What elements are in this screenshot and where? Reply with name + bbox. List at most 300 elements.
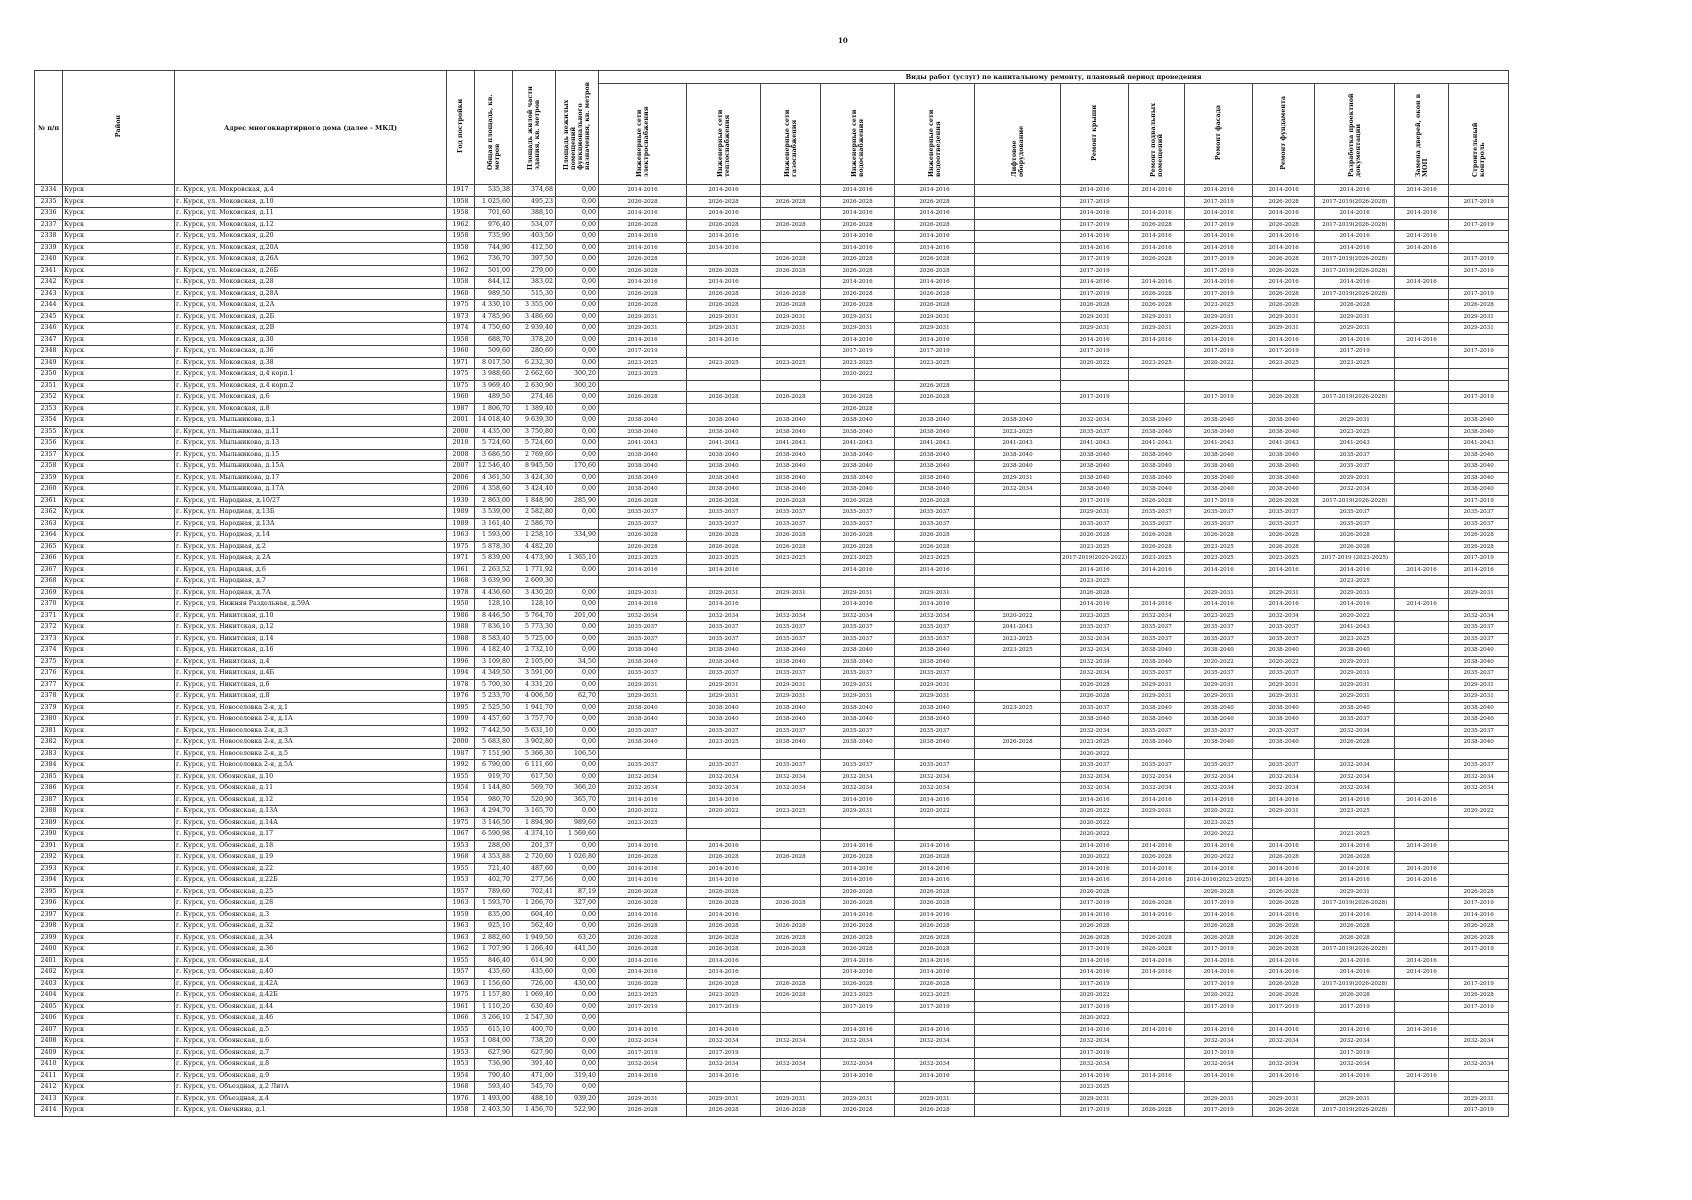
- cell-row-number: 2397: [35, 909, 63, 921]
- cell-work-period: 2017-2019: [1061, 944, 1129, 956]
- cell-work-period: 2032-2034: [1061, 415, 1129, 427]
- cell-district: Курск: [63, 725, 175, 737]
- cell-work-period: [761, 346, 821, 358]
- cell-total-area: 1 493,00: [475, 1093, 513, 1105]
- cell-work-period: 2038-2040: [761, 702, 821, 714]
- cell-work-period: 2014-2016: [1315, 242, 1395, 254]
- table-row: [35, 725, 1509, 737]
- cell-work-period: [1395, 725, 1449, 737]
- cell-row-number: 2384: [35, 760, 63, 772]
- table-row: [35, 196, 1509, 208]
- cell-work-period: 2026-2028: [1253, 265, 1315, 277]
- cell-work-period: 2014-2016: [1395, 967, 1449, 979]
- cell-work-period: [761, 794, 821, 806]
- cell-work-period: 2041-2043: [1061, 438, 1129, 450]
- cell-work-period: [1395, 1036, 1449, 1048]
- cell-year-built: 1996: [447, 656, 475, 668]
- cell-work-period: 2038-2040: [1061, 449, 1129, 461]
- cell-address: г. Курск, ул. Мыльникова, д.1: [175, 415, 447, 427]
- cell-work-period: [975, 1001, 1061, 1013]
- cell-living-area: 2 582,80: [513, 507, 556, 519]
- cell-work-period: [1449, 1082, 1509, 1094]
- cell-row-number: 2350: [35, 369, 63, 381]
- cell-work-period: 2038-2040: [895, 645, 975, 657]
- cell-work-period: [1395, 748, 1449, 760]
- cell-work-period: 2014-2016: [1315, 564, 1395, 576]
- cell-work-period: 2026-2028: [1315, 737, 1395, 749]
- cell-year-built: 1976: [447, 691, 475, 703]
- cell-living-area: 3 591,00: [513, 668, 556, 680]
- cell-work-period: [1395, 415, 1449, 427]
- cell-living-area: 3 165,70: [513, 806, 556, 818]
- cell-work-period: 2038-2040: [821, 645, 895, 657]
- cell-work-period: 2017-2019: [1315, 1047, 1395, 1059]
- cell-work-period: [975, 334, 1061, 346]
- cell-work-period: 2038-2040: [1253, 472, 1315, 484]
- cell-work-period: 2014-2016: [1395, 599, 1449, 611]
- cell-work-period: 2023-2025: [687, 990, 761, 1002]
- cell-work-period: 2026-2028: [599, 944, 687, 956]
- cell-nonres-area: 0,00: [556, 771, 599, 783]
- cell-work-period: 2035-2037: [1253, 725, 1315, 737]
- cell-work-period: 2029-2031: [821, 679, 895, 691]
- cell-row-number: 2363: [35, 518, 63, 530]
- cell-work-period: 2029-2031: [761, 323, 821, 335]
- cell-year-built: 1995: [447, 702, 475, 714]
- cell-row-number: 2376: [35, 668, 63, 680]
- cell-work-period: [975, 898, 1061, 910]
- cell-work-period: 2026-2028: [821, 898, 895, 910]
- cell-work-period: 2020-2022: [1061, 990, 1129, 1002]
- cell-work-period: 2014-2016: [1395, 955, 1449, 967]
- cell-work-period: 2026-2028: [895, 288, 975, 300]
- cell-year-built: 1957: [447, 886, 475, 898]
- cell-living-area: 614,90: [513, 955, 556, 967]
- cell-total-area: 7 836,10: [475, 622, 513, 634]
- cell-row-number: 2369: [35, 587, 63, 599]
- cell-work-period: 2032-2034: [895, 771, 975, 783]
- cell-total-area: 1 084,00: [475, 1036, 513, 1048]
- cell-work-period: [1395, 323, 1449, 335]
- cell-year-built: 1966: [447, 1013, 475, 1025]
- cell-work-period: [1395, 357, 1449, 369]
- cell-year-built: 2008: [447, 449, 475, 461]
- table-row: [35, 898, 1509, 910]
- cell-work-period: [975, 1059, 1061, 1071]
- cell-nonres-area: 0,00: [556, 1036, 599, 1048]
- cell-work-period: 2038-2040: [895, 461, 975, 473]
- cell-work-period: 2029-2031: [1185, 679, 1253, 691]
- cell-work-period: 2032-2034: [599, 1059, 687, 1071]
- cell-work-period: [1129, 1093, 1185, 1105]
- cell-living-area: 2 662,60: [513, 369, 556, 381]
- cell-work-period: 2035-2037: [895, 507, 975, 519]
- cell-work-period: [761, 369, 821, 381]
- cell-work-period: [975, 564, 1061, 576]
- cell-work-period: [687, 369, 761, 381]
- cell-row-number: 2383: [35, 748, 63, 760]
- cell-work-period: 2029-2031: [1315, 656, 1395, 668]
- cell-district: Курск: [63, 484, 175, 496]
- cell-living-area: 3 750,80: [513, 426, 556, 438]
- cell-living-area: 1 771,92: [513, 564, 556, 576]
- cell-district: Курск: [63, 541, 175, 553]
- table-row: [35, 426, 1509, 438]
- cell-work-period: 2038-2040: [1129, 472, 1185, 484]
- table-row: [35, 564, 1509, 576]
- cell-work-period: 2029-2031: [761, 311, 821, 323]
- cell-work-period: 2023-2025: [1253, 553, 1315, 565]
- cell-work-period: 2026-2028: [687, 495, 761, 507]
- cell-work-period: 2029-2031: [599, 691, 687, 703]
- cell-work-period: 2038-2040: [1129, 714, 1185, 726]
- cell-total-area: 2 525,50: [475, 702, 513, 714]
- cell-work-period: [975, 208, 1061, 220]
- cell-total-area: 4 361,50: [475, 472, 513, 484]
- table-row: [35, 208, 1509, 220]
- cell-work-period: 2032-2034: [599, 610, 687, 622]
- cell-work-period: [687, 1082, 761, 1094]
- table-row: [35, 1013, 1509, 1025]
- cell-work-period: 2014-2016: [687, 794, 761, 806]
- cell-work-period: 2026-2028: [1449, 541, 1509, 553]
- cell-work-period: 2029-2031: [599, 679, 687, 691]
- table-row: [35, 955, 1509, 967]
- cell-living-area: 2 769,60: [513, 449, 556, 461]
- cell-living-area: 3 902,80: [513, 737, 556, 749]
- cell-address: г. Курск, ул. Обоянская, д.28: [175, 898, 447, 910]
- cell-work-period: [1395, 472, 1449, 484]
- cell-year-built: 1958: [447, 277, 475, 289]
- cell-row-number: 2344: [35, 300, 63, 312]
- cell-work-period: 2029-2031: [895, 311, 975, 323]
- cell-work-period: [1449, 231, 1509, 243]
- cell-work-period: 2032-2034: [687, 1059, 761, 1071]
- cell-district: Курск: [63, 403, 175, 415]
- cell-year-built: 1962: [447, 254, 475, 266]
- cell-work-period: 2029-2031: [1253, 311, 1315, 323]
- cell-work-period: [975, 357, 1061, 369]
- col-header-work-4: [895, 84, 975, 185]
- cell-living-area: 5 764,70: [513, 610, 556, 622]
- cell-address: г. Курск, ул. Моковская, д.2А: [175, 300, 447, 312]
- cell-work-period: [821, 817, 895, 829]
- cell-nonres-area: 87,19: [556, 886, 599, 898]
- cell-work-period: 2026-2028: [1253, 300, 1315, 312]
- table-row: [35, 1059, 1509, 1071]
- table-row: [35, 702, 1509, 714]
- cell-living-area: 726,00: [513, 978, 556, 990]
- cell-work-period: [895, 1082, 975, 1094]
- table-row: [35, 1001, 1509, 1013]
- cell-work-period: 2023-2025: [895, 553, 975, 565]
- cell-year-built: 2000: [447, 426, 475, 438]
- cell-living-area: 3 355,00: [513, 300, 556, 312]
- cell-living-area: 374,68: [513, 185, 556, 197]
- cell-year-built: 1958: [447, 242, 475, 254]
- cell-year-built: 1953: [447, 1036, 475, 1048]
- cell-work-period: 2029-2031: [1315, 691, 1395, 703]
- cell-work-period: 2014-2016: [895, 334, 975, 346]
- cell-work-period: 2017-2019: [1061, 265, 1129, 277]
- cell-work-period: 2014-2016: [1395, 564, 1449, 576]
- cell-year-built: 1994: [447, 668, 475, 680]
- cell-work-period: [975, 806, 1061, 818]
- cell-work-period: [1129, 576, 1185, 588]
- cell-work-period: 2026-2028: [687, 921, 761, 933]
- cell-work-period: 2026-2028: [895, 1105, 975, 1117]
- cell-work-period: 2014-2016: [1129, 208, 1185, 220]
- table-row: [35, 380, 1509, 392]
- cell-work-period: 2032-2034: [1129, 610, 1185, 622]
- cell-work-period: 2014-2016: [1129, 1070, 1185, 1082]
- cell-work-period: [821, 1013, 895, 1025]
- cell-row-number: 2396: [35, 898, 63, 910]
- cell-work-period: 2035-2037: [821, 518, 895, 530]
- cell-row-number: 2398: [35, 921, 63, 933]
- cell-address: г. Курск, ул. Обоянская, д.22Б: [175, 875, 447, 887]
- cell-work-period: 2026-2028: [895, 530, 975, 542]
- cell-year-built: 1955: [447, 1024, 475, 1036]
- cell-year-built: 1958: [447, 231, 475, 243]
- cell-district: Курск: [63, 530, 175, 542]
- cell-row-number: 2403: [35, 978, 63, 990]
- cell-work-period: 2032-2034: [1061, 645, 1129, 657]
- cell-work-period: 2014-2016: [1061, 863, 1129, 875]
- cell-work-period: 2014-2016: [821, 875, 895, 887]
- cell-work-period: 2017-2019: [687, 1047, 761, 1059]
- cell-address: г. Курск, ул. Народная, д.7: [175, 576, 447, 588]
- cell-work-period: [1395, 771, 1449, 783]
- cell-work-period: 2029-2031: [599, 1093, 687, 1105]
- cell-work-period: 2014-2016: [1395, 794, 1449, 806]
- cell-work-period: [1253, 817, 1315, 829]
- cell-work-period: [975, 817, 1061, 829]
- cell-year-built: 1989: [447, 507, 475, 519]
- cell-work-period: 2014-2016: [1315, 185, 1395, 197]
- cell-work-period: 2026-2028: [821, 265, 895, 277]
- cell-total-area: 835,00: [475, 909, 513, 921]
- cell-work-period: 2035-2037: [761, 507, 821, 519]
- cell-work-period: 2026-2028: [599, 530, 687, 542]
- cell-total-area: 2 863,00: [475, 495, 513, 507]
- cell-address: г. Курск, ул. Обоянская, д.46: [175, 1013, 447, 1025]
- cell-district: Курск: [63, 886, 175, 898]
- cell-address: г. Курск, ул. Мыльникова, д.11: [175, 426, 447, 438]
- cell-living-area: 3 424,30: [513, 472, 556, 484]
- cell-address: г. Курск, ул. Обоянская, д.22: [175, 863, 447, 875]
- cell-year-built: 1960: [447, 288, 475, 300]
- cell-work-period: 2038-2040: [1185, 449, 1253, 461]
- cell-work-period: [1253, 380, 1315, 392]
- cell-work-period: 2026-2028: [599, 300, 687, 312]
- cell-work-period: 2041-2043: [1449, 438, 1509, 450]
- cell-nonres-area: 63,20: [556, 932, 599, 944]
- cell-work-period: 2035-2037: [761, 668, 821, 680]
- cell-district: Курск: [63, 1070, 175, 1082]
- cell-work-period: [1395, 645, 1449, 657]
- cell-work-period: 2026-2028: [687, 541, 761, 553]
- cell-work-period: 2020-2022: [1185, 829, 1253, 841]
- cell-work-period: [1129, 1059, 1185, 1071]
- cell-work-period: 2026-2028: [895, 392, 975, 404]
- table-row: [35, 921, 1509, 933]
- cell-work-period: 2035-2037: [1061, 426, 1129, 438]
- cell-work-period: 2038-2040: [1129, 449, 1185, 461]
- cell-address: г. Курск, ул. Новоселовка 2-я, д.5: [175, 748, 447, 760]
- cell-work-period: 2035-2037: [761, 633, 821, 645]
- cell-year-built: 1958: [447, 208, 475, 220]
- cell-total-area: 4 435,00: [475, 426, 513, 438]
- cell-work-period: 2026-2028: [1253, 254, 1315, 266]
- cell-work-period: 2023-2025: [599, 357, 687, 369]
- cell-work-period: 2029-2031: [821, 1093, 895, 1105]
- cell-work-period: [761, 208, 821, 220]
- cell-work-period: 2041-2043: [1185, 438, 1253, 450]
- cell-work-period: 2014-2016: [821, 1070, 895, 1082]
- table-row: [35, 679, 1509, 691]
- cell-work-period: 2017-2019(2026-2028): [1315, 978, 1395, 990]
- cell-work-period: 2035-2037: [1449, 760, 1509, 772]
- cell-work-period: [1315, 1013, 1395, 1025]
- cell-work-period: 2023-2025: [599, 817, 687, 829]
- cell-total-area: 1 806,70: [475, 403, 513, 415]
- cell-work-period: [1185, 576, 1253, 588]
- cell-work-period: 2035-2037: [1253, 507, 1315, 519]
- col-header-work-label: Ремонт фасада: [1215, 104, 1223, 161]
- cell-work-period: 2035-2037: [599, 507, 687, 519]
- cell-year-built: 1963: [447, 806, 475, 818]
- cell-total-area: 509,60: [475, 346, 513, 358]
- cell-row-number: 2352: [35, 392, 63, 404]
- cell-work-period: 2023-2025: [975, 633, 1061, 645]
- cell-work-period: [975, 1093, 1061, 1105]
- cell-work-period: 2017-2019: [1449, 346, 1509, 358]
- cell-work-period: [1395, 196, 1449, 208]
- cell-work-period: 2038-2040: [761, 656, 821, 668]
- col-header-work-7: [1129, 84, 1185, 185]
- cell-work-period: 2026-2028: [1315, 530, 1395, 542]
- cell-work-period: [1129, 265, 1185, 277]
- cell-work-period: 2014-2016: [1395, 242, 1449, 254]
- cell-nonres-area: 0,00: [556, 806, 599, 818]
- cell-work-period: 2023-2025: [1315, 576, 1395, 588]
- cell-work-period: 2014-2016: [1253, 909, 1315, 921]
- cell-work-period: 2026-2028: [1253, 541, 1315, 553]
- cell-work-period: 2017-2019: [1185, 1047, 1253, 1059]
- cell-work-period: 2020-2022: [1315, 610, 1395, 622]
- cell-work-period: 2038-2040: [687, 426, 761, 438]
- cell-work-period: [895, 1047, 975, 1059]
- cell-district: Курск: [63, 472, 175, 484]
- cell-work-period: 2026-2028: [895, 898, 975, 910]
- cell-work-period: 2014-2016: [895, 599, 975, 611]
- cell-work-period: [1449, 380, 1509, 392]
- cell-work-period: 2020-2022: [1253, 656, 1315, 668]
- cell-total-area: 1 707,90: [475, 944, 513, 956]
- cell-work-period: 2014-2016: [821, 955, 895, 967]
- cell-work-period: 2014-2016: [1185, 794, 1253, 806]
- cell-district: Курск: [63, 656, 175, 668]
- cell-work-period: [1129, 990, 1185, 1002]
- cell-living-area: 4 482,20: [513, 541, 556, 553]
- table-row: [35, 415, 1509, 427]
- cell-work-period: 2014-2016: [1315, 208, 1395, 220]
- cell-work-period: 2014-2016: [687, 599, 761, 611]
- cell-work-period: 2038-2040: [599, 645, 687, 657]
- cell-work-period: [1395, 254, 1449, 266]
- cell-year-built: 1962: [447, 265, 475, 277]
- cell-work-period: [1129, 748, 1185, 760]
- cell-work-period: 2014-2016: [1315, 277, 1395, 289]
- cell-year-built: 1963: [447, 921, 475, 933]
- cell-nonres-area: 62,70: [556, 691, 599, 703]
- cell-work-period: 2038-2040: [1253, 426, 1315, 438]
- cell-work-period: [1253, 1047, 1315, 1059]
- cell-work-period: 2017-2019: [1061, 1105, 1129, 1117]
- cell-district: Курск: [63, 449, 175, 461]
- cell-work-period: 2014-2016: [1315, 967, 1395, 979]
- table-row: [35, 1082, 1509, 1094]
- cell-living-area: 128,10: [513, 599, 556, 611]
- cell-work-period: 2017-2019: [1449, 392, 1509, 404]
- cell-address: г. Курск, ул. Народная, д.13А: [175, 518, 447, 530]
- table-row: [35, 817, 1509, 829]
- cell-row-number: 2409: [35, 1047, 63, 1059]
- cell-work-period: 2023-2025: [599, 990, 687, 1002]
- cell-total-area: 3 686,50: [475, 449, 513, 461]
- cell-work-period: [1253, 1082, 1315, 1094]
- cell-work-period: [1129, 829, 1185, 841]
- cell-work-period: [975, 967, 1061, 979]
- cell-total-area: 4 457,60: [475, 714, 513, 726]
- cell-work-period: 2026-2028: [687, 392, 761, 404]
- cell-work-period: [975, 955, 1061, 967]
- cell-work-period: 2035-2037: [821, 760, 895, 772]
- cell-work-period: 2035-2037: [1129, 518, 1185, 530]
- cell-work-period: 2026-2028: [761, 1105, 821, 1117]
- cell-address: г. Курск, ул. Объездная, д.2 ЛитА: [175, 1082, 447, 1094]
- cell-work-period: 2035-2037: [821, 633, 895, 645]
- cell-work-period: 2038-2040: [687, 702, 761, 714]
- cell-work-period: [761, 955, 821, 967]
- cell-work-period: 2032-2034: [1185, 1059, 1253, 1071]
- cell-district: Курск: [63, 714, 175, 726]
- table-row: [35, 461, 1509, 473]
- cell-work-period: 2023-2025: [1185, 541, 1253, 553]
- cell-address: г. Курск, ул. Моковская, д.10: [175, 196, 447, 208]
- cell-district: Курск: [63, 1047, 175, 1059]
- cell-address: г. Курск, ул. Моковская, д.36: [175, 346, 447, 358]
- cell-work-period: 2017-2019: [1315, 1001, 1395, 1013]
- cell-work-period: [761, 334, 821, 346]
- cell-address: г. Курск, ул. Никитская, д.6: [175, 679, 447, 691]
- cell-address: г. Курск, ул. Обоянская, д.8: [175, 1059, 447, 1071]
- cell-work-period: 2014-2016: [599, 863, 687, 875]
- cell-work-period: 2026-2028: [895, 921, 975, 933]
- cell-work-period: 2038-2040: [1449, 656, 1509, 668]
- cell-work-period: [687, 576, 761, 588]
- cell-work-period: [1449, 875, 1509, 887]
- cell-nonres-area: 0,00: [556, 668, 599, 680]
- cell-district: Курск: [63, 288, 175, 300]
- cell-total-area: 701,60: [475, 208, 513, 220]
- cell-total-area: 736,90: [475, 1059, 513, 1071]
- cell-work-period: [1395, 921, 1449, 933]
- cell-work-period: [975, 714, 1061, 726]
- cell-district: Курск: [63, 898, 175, 910]
- cell-living-area: 391,40: [513, 1059, 556, 1071]
